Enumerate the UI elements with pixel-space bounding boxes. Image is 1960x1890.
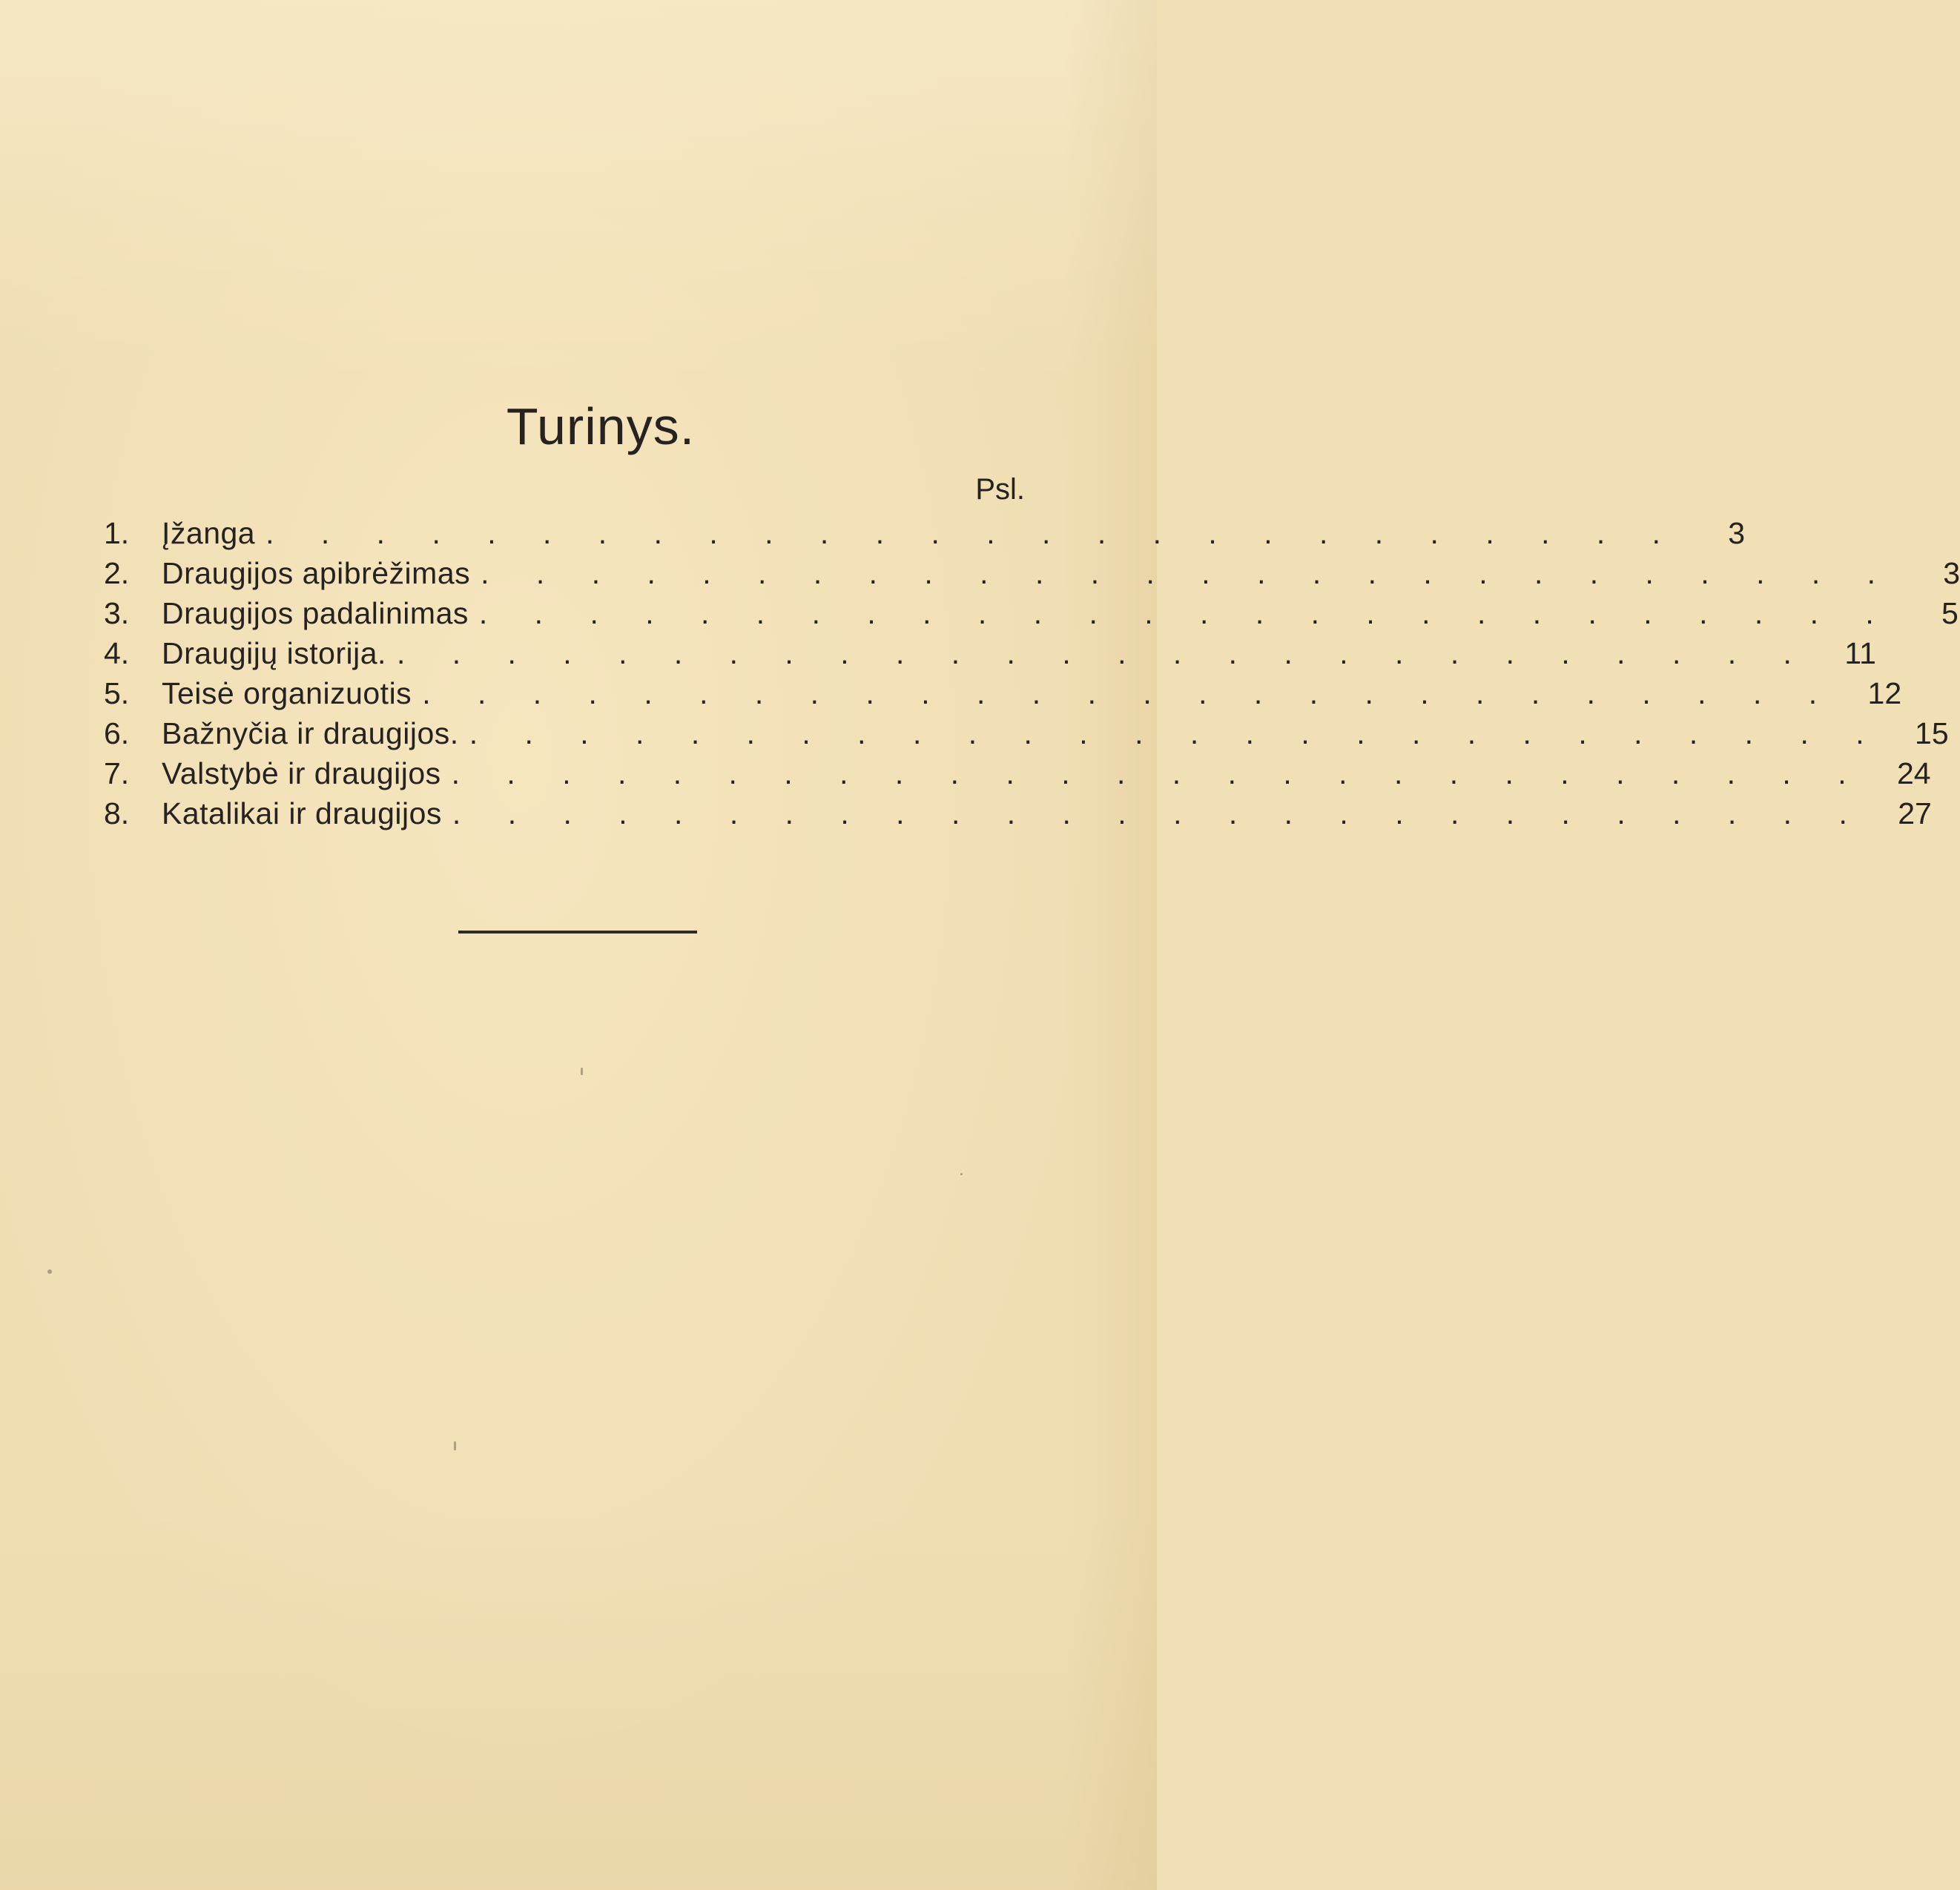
- toc-entry-5: [104, 673, 1902, 713]
- toc-entry-page: 5: [1941, 596, 1959, 630]
- toc-entry-7: [104, 753, 1931, 793]
- toc-entry-number: 7.: [104, 756, 130, 790]
- toc-entry-1: [104, 513, 1746, 553]
- paper-speck: [581, 1068, 583, 1075]
- toc-entry-page: 3: [1943, 556, 1960, 590]
- toc-entry-number: 8.: [104, 796, 130, 830]
- toc-leader-dots: . . . . . . . . . . . . . . . . . . . . . . . . . .: [478, 596, 1893, 630]
- paper-speck: [454, 1441, 456, 1450]
- toc-entry-title: Valstybė ir draugijos: [162, 756, 441, 790]
- toc-entry-2: [104, 553, 1960, 593]
- horizontal-rule: [458, 931, 697, 934]
- toc-entry-title: Katalikai ir draugijos: [162, 796, 442, 830]
- toc-entry-title: Įžanga: [162, 516, 256, 550]
- page-column-label: Psl.: [975, 473, 1025, 506]
- toc-entry-number: 1.: [104, 516, 130, 550]
- toc-leader-dots: . . . . . . . . . . . . . . . . . . . . . . . . . .: [265, 516, 1680, 550]
- toc-entry-title: Bažnyčia ir draugijos.: [162, 716, 459, 750]
- toc-entry-page: 11: [1844, 636, 1876, 670]
- page-title: Turinys.: [506, 397, 696, 455]
- toc-leader-dots: . . . . . . . . . . . . . . . . . . . . . . . . . .: [481, 556, 1895, 590]
- toc-entry-page: 24: [1896, 756, 1931, 790]
- toc-entry-title: Draugijų istorija.: [162, 636, 386, 670]
- toc-leader-dots: . . . . . . . . . . . . . . . . . . . . . . . . . .: [469, 716, 1884, 750]
- toc-entry-page: 15: [1915, 716, 1949, 750]
- toc-entry-number: 2.: [104, 556, 130, 590]
- toc-entry-number: 3.: [104, 596, 130, 630]
- toc-entry-title: Draugijos apibrėžimas: [162, 556, 471, 590]
- toc-entry-title: Teisė organizuotis: [162, 676, 412, 710]
- toc-entry-4: [104, 633, 1876, 673]
- toc-entry-number: 5.: [104, 676, 130, 710]
- toc-entry-page: 27: [1898, 796, 1932, 830]
- toc-entry-page: 12: [1867, 676, 1902, 710]
- toc-leader-dots: . . . . . . . . . . . . . . . . . . . . . . . . . .: [451, 756, 1866, 790]
- paper-speck: [47, 1269, 52, 1274]
- table-of-contents: [104, 513, 1960, 833]
- toc-entry-3: [104, 593, 1959, 633]
- toc-entry-8: [104, 793, 1932, 833]
- toc-entry-6: [104, 713, 1949, 753]
- toc-entry-number: 6.: [104, 716, 130, 750]
- toc-entry-number: 4.: [104, 636, 130, 670]
- toc-leader-dots: . . . . . . . . . . . . . . . . . . . . . . . . . .: [396, 636, 1811, 670]
- toc-leader-dots: . . . . . . . . . . . . . . . . . . . . . . . . . .: [422, 676, 1837, 710]
- toc-leader-dots: . . . . . . . . . . . . . . . . . . . . . . . . . .: [452, 796, 1867, 830]
- toc-entry-title: Draugijos padalinimas: [162, 596, 469, 630]
- paper-speck: [960, 1173, 963, 1175]
- toc-entry-page: 3: [1728, 516, 1746, 550]
